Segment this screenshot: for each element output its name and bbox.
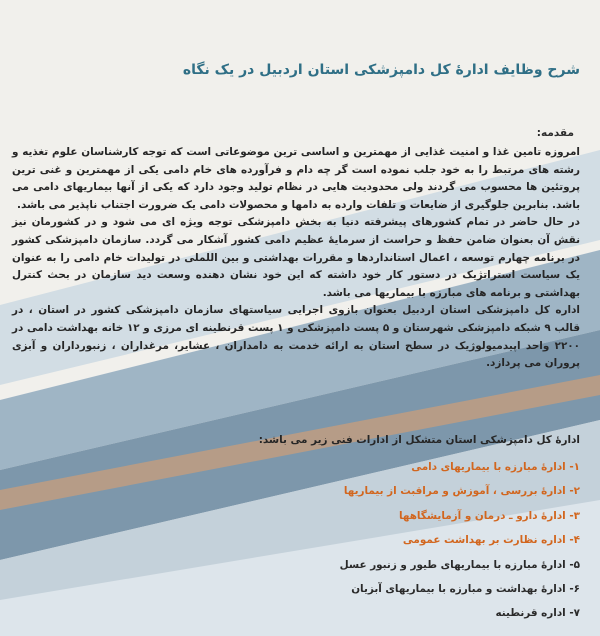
department-item: ۴- اداره نظارت بر بهداشت عمومی	[402, 534, 580, 547]
paragraph-3: اداره کل دامپزشکی استان اردبیل بعنوان بازوی اجرایی سیاستهای سازمان دامپزشکی کشور در استان ، در قالب ۹ شبکه دامپزشکی شهرستان و ۵ پست دامپزشکی و ۱ پست قرنطینه ای مرزی و ۱۲ خانه بهداشت دامی در ۲۲۰۰ واحد اپیدمیولوژیک در سطح استان به ارائه خدمت به دامداران ، عشایر، مرغداران ، زنبورداران و آبزی پروران می پردازد.	[12, 304, 581, 370]
body-text	[12, 144, 580, 373]
intro-heading: مقدمه:	[536, 127, 574, 139]
department-item: ۳- ادارهٔ دارو ـ درمان و آزمایشگاهها	[398, 509, 580, 522]
page-title: شرح وظایف ادارهٔ کل دامپزشکی استان اردبیل در یک نگاه	[182, 62, 580, 78]
paragraph-1: امروزه تامین غذا و امنیت غذایی از مهمترین و اساسی ترین موضوعاتی است که توجه کارشناسان علوم تغذیه و رشته های مرتبط را به خود جلب نموده است گر چه دام و فرآورده های خام دامی یکی از مهمترین و غنی ترین پروتئین ها محسوب می گردند ولی محدودیت هایی در نظام تولید وجود دارد که یکی از آنها بیماریهای دامی می باشد. بنابرین جلوگیری از ضایعات و تلفات وارده به دامها و محصولات دامی یک ضرورت اجتناب ناپذیر می باشد.	[12, 146, 580, 211]
departments-list	[20, 455, 580, 626]
department-item: ۷- اداره قرنطینه	[495, 607, 580, 620]
departments-intro: ادارهٔ کل دامپزشکی استان متشکل از ادارات فنی زیر می باشد:	[258, 434, 580, 446]
department-item: ۵- ادارهٔ مبارزه با بیماریهای طیور و زنبور عسل	[339, 558, 580, 571]
department-item: ۶- ادارهٔ بهداشت و مبارزه با بیماریهای آبزیان	[351, 582, 580, 595]
department-item: ۲- ادارهٔ بررسی ، آموزش و مراقبت از بیماریها	[343, 485, 580, 498]
paragraph-2: در حال حاضر در تمام کشورهای پیشرفته دنیا به بخش دامپزشکی توجه ویژه ای می شود و در کشورمان نیز نقش آن بعنوان ضامن حفظ و حراست از سرمایهٔ عظیم دامی کشور آشکار می گردد. سازمان دامپزشکی کشور در برنامه چهارم توسعه ، اعمال استانداردها و مقررات بهداشتی و بین اللملی در تولیدات خام دامی را به عنوان یک سیاست استراتژیک در دستور کار خود داشته که این خود نشان دهنده وسعت دید سازمان در بحث کنترل بهداشتی و برنامه های مبارزه با بیماریها می باشد.	[12, 216, 580, 299]
department-item: ۱- ادارهٔ مبارزه با بیماریهای دامی	[411, 461, 580, 473]
